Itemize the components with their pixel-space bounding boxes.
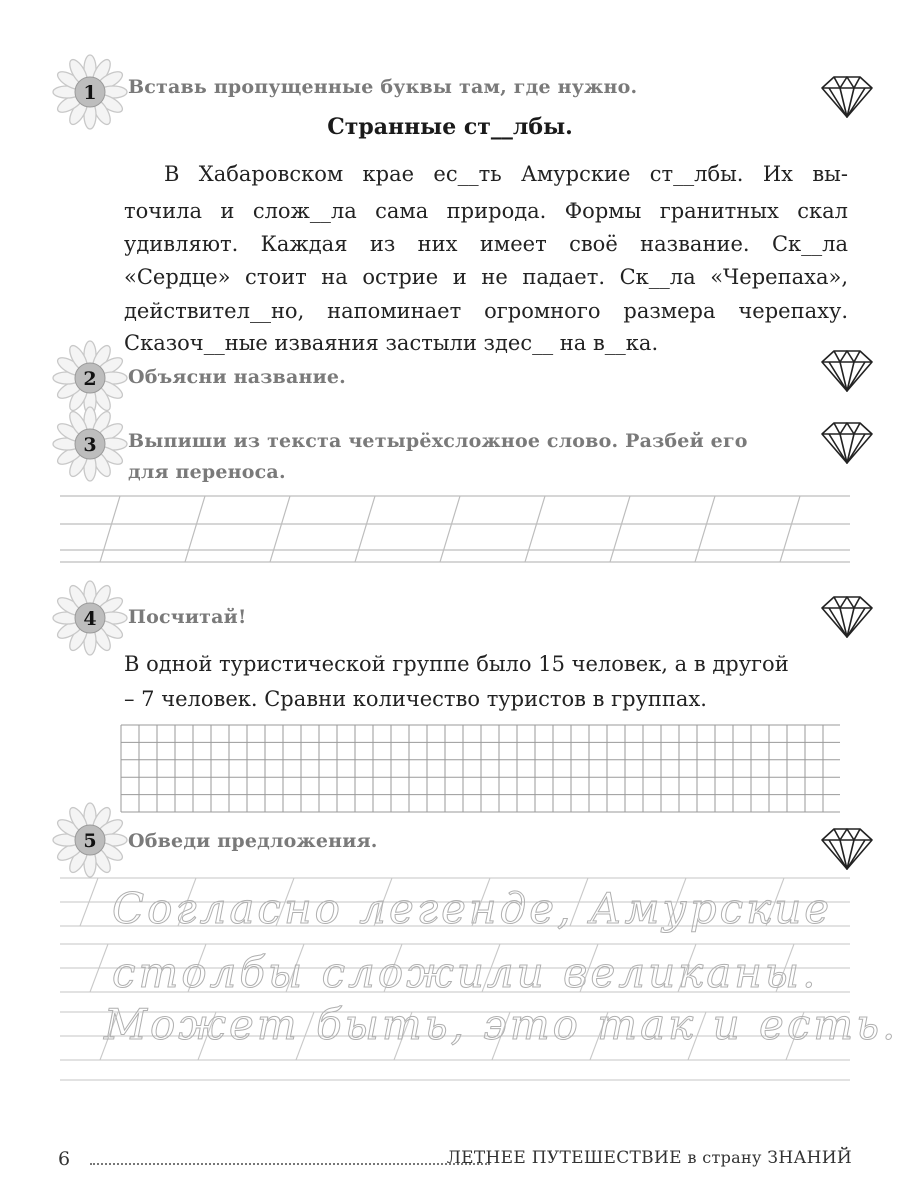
task-title: Обведи предложения.	[128, 830, 378, 852]
squared-grid	[120, 724, 840, 814]
footer-title-part3: ЗНАНИЙ	[767, 1148, 852, 1168]
gem-icon	[818, 826, 876, 872]
task-title: Посчитай!	[128, 606, 247, 628]
task-title: Объясни название.	[128, 366, 346, 388]
task-title: для переноса.	[128, 461, 286, 483]
footer-dotted-rule	[90, 1163, 490, 1165]
diamond-shape	[818, 826, 876, 872]
story-line: действител__но, напоминает огромного размера черепаху.	[124, 299, 848, 323]
task-title: Выпиши из текста четырёхсложное слово. Разбей его	[128, 430, 748, 452]
cursive-sentence: Согласно легенде, Амурские	[112, 884, 833, 933]
writing-lines	[60, 488, 860, 568]
story-line: точила и слож__ла сама природа. Формы гранитных скал	[124, 199, 848, 223]
footer-title-part2: в страну	[687, 1148, 762, 1167]
page-number: 6	[58, 1148, 71, 1170]
problem-line: – 7 человек. Сравни количество туристов в группах.	[124, 687, 707, 711]
flower-badge-icon	[50, 578, 130, 658]
cursive-sentence: Может быть, это так и есть.	[104, 1000, 899, 1049]
story-line: Сказоч__ные изваяния застыли здес__ на в__ка.	[124, 331, 659, 355]
diamond-shape	[818, 594, 876, 640]
story-line: В Хабаровском крае ес__ть Амурские ст__лбы. Их вы-	[164, 162, 848, 186]
task-number: 1	[83, 82, 97, 104]
story-line: «Сердце» стоит на острие и не падает. Ск__ла «Черепаха»,	[124, 265, 848, 289]
task-badge-4	[50, 578, 130, 658]
task-title: Вставь пропущенные буквы там, где нужно.	[128, 76, 638, 98]
task-badge-3	[50, 404, 130, 484]
problem-line: В одной туристической группе было 15 человек, а в другой	[124, 652, 789, 676]
task-number: 2	[83, 368, 97, 390]
task-number: 3	[83, 434, 97, 456]
footer-title-part1: ЛЕТНЕЕ ПУТЕШЕСТВИЕ	[446, 1148, 682, 1168]
gem-icon	[818, 420, 876, 466]
diamond-shape	[818, 420, 876, 466]
task-badge-5	[50, 800, 130, 880]
flower-badge-icon	[50, 800, 130, 880]
footer-title	[447, 1148, 852, 1168]
gem-icon	[818, 594, 876, 640]
diamond-shape	[818, 348, 876, 394]
cursive-sentence: столбы сложили великаны.	[112, 948, 819, 997]
gem-icon	[818, 348, 876, 394]
task-number: 4	[83, 608, 97, 630]
flower-badge-icon	[50, 404, 130, 484]
story-line: удивляют. Каждая из них имеет своё название. Ск__ла	[124, 232, 848, 256]
story-title: Странные ст__лбы.	[327, 114, 573, 140]
task-number: 5	[83, 830, 97, 852]
